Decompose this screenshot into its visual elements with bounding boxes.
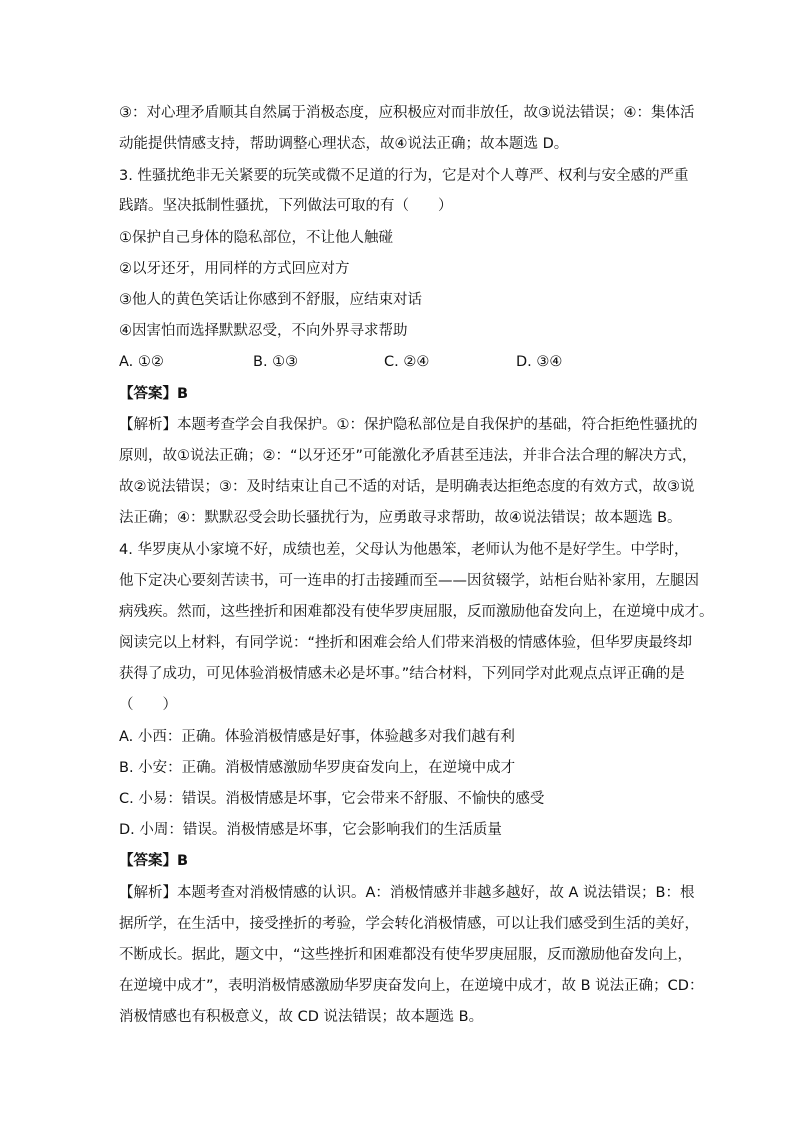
q4-option-b: B. 小安：正确。消极情感激励华罗庚奋发向上，在逆境中成才 bbox=[119, 760, 516, 776]
q3-option-a: A. ①② bbox=[119, 354, 164, 370]
q4-option-d: D. 小周：错误。消极情感是坏事，它会影响我们的生活质量 bbox=[119, 822, 502, 838]
q4-answer: 【答案】B bbox=[119, 853, 189, 869]
q4-stem-line-5: 获得了成功，可见体验消极情感未必是坏事。”结合材料，下列同学对此观点点评正确的是 bbox=[119, 666, 685, 682]
q3-analysis-line-4: 法正确；④：默默忍受会助长骚扰行为，应勇敢寻求帮助，故④说法错误；故本题选 B。 bbox=[119, 510, 682, 526]
q3-analysis-line-1: 【解析】本题考查学会自我保护。①：保护隐私部位是自我保护的基础，符合拒绝性骚扰的 bbox=[119, 417, 698, 433]
q3-item-3: ③他人的黄色笑话让你感到不舒服，应结束对话 bbox=[119, 292, 422, 308]
q3-item-1: ①保护自己身体的隐私部位，不让他人触碰 bbox=[119, 230, 393, 246]
q4-analysis-line-4: 在逆境中成才”，表明消极情感激励华罗庚奋发向上，在逆境中成才，故 B 说法正确；CD： bbox=[119, 978, 704, 994]
q4-stem-line-1: 4. 华罗庚从小家境不好，成绩也差，父母认为他愚笨，老师认为他不是好学生。中学时， bbox=[119, 542, 689, 558]
q4-analysis-line-5: 消极情感也有积极意义，故 CD 说法错误；故本题选 B。 bbox=[119, 1009, 484, 1025]
q4-option-a: A. 小西：正确。体验消极情感是好事，体验越多对我们越有利 bbox=[119, 729, 515, 745]
q3-option-b: B. ①③ bbox=[253, 354, 299, 370]
q4-stem-line-2: 他下定决心要刻苦读书，可一连串的打击接踵而至——因贫辍学，站柜台贴补家用，左腿因 bbox=[119, 573, 699, 589]
q4-option-c: C. 小易：错误。消极情感是坏事，它会带来不舒服、不愉快的感受 bbox=[119, 791, 545, 807]
q3-option-c: C. ②④ bbox=[384, 354, 430, 370]
q4-stem-line-4: 阅读完以上材料，有同学说：“挫折和困难会给人们带来消极的情感体验，但华罗庚最终却 bbox=[119, 635, 693, 651]
q3-analysis-line-2: 原则，故①说法正确；②：“以牙还牙”可能激化矛盾甚至违法，并非合法合理的解决方式， bbox=[119, 448, 697, 464]
q4-analysis-line-1: 【解析】本题考查对消极情感的认识。A：消极情感并非越多越好，故 A 说法错误；B：根 bbox=[119, 885, 695, 901]
q4-analysis-line-2: 据所学，在生活中，接受挫折的考验，学会转化消极情感，可以让我们感受到生活的美好， bbox=[119, 916, 699, 932]
q4-analysis-line-3: 不断成长。据此，题文中，“这些挫折和困难都没有使华罗庚屈服，反而激励他奋发向上， bbox=[119, 947, 693, 963]
q3-stem-line-1: 3. 性骚扰绝非无关紧要的玩笑或微不足道的行为，它是对个人尊严、权利与安全感的严重 bbox=[119, 168, 689, 184]
q3-option-d: D. ③④ bbox=[516, 354, 563, 370]
prev-explanation-line-1: ③：对心理矛盾顺其自然属于消极态度，应积极应对而非放任，故③说法错误；④：集体活 bbox=[119, 105, 695, 121]
prev-explanation-line-2: 动能提供情感支持，帮助调整心理状态，故④说法正确；故本题选 D。 bbox=[119, 136, 569, 152]
q4-stem-line-3: 病残疾。然而，这些挫折和困难都没有使华罗庚屈服，反而激励他奋发向上，在逆境中成才。 bbox=[119, 604, 714, 620]
q3-options bbox=[119, 352, 679, 372]
q4-stem-line-6: （ ） bbox=[119, 697, 177, 713]
q3-analysis-line-3: 故②说法错误；③：及时结束让自己不适的对话，是明确表达拒绝态度的有效方式，故③说 bbox=[119, 479, 695, 495]
q3-stem-line-2: 践踏。坚决抵制性骚扰，下列做法可取的有（ ） bbox=[119, 198, 453, 214]
q3-answer: 【答案】B bbox=[119, 386, 189, 402]
q3-item-2: ②以牙还牙，用同样的方式回应对方 bbox=[119, 261, 350, 277]
q3-item-4: ④因害怕而选择默默忍受，不向外界寻求帮助 bbox=[119, 323, 408, 339]
